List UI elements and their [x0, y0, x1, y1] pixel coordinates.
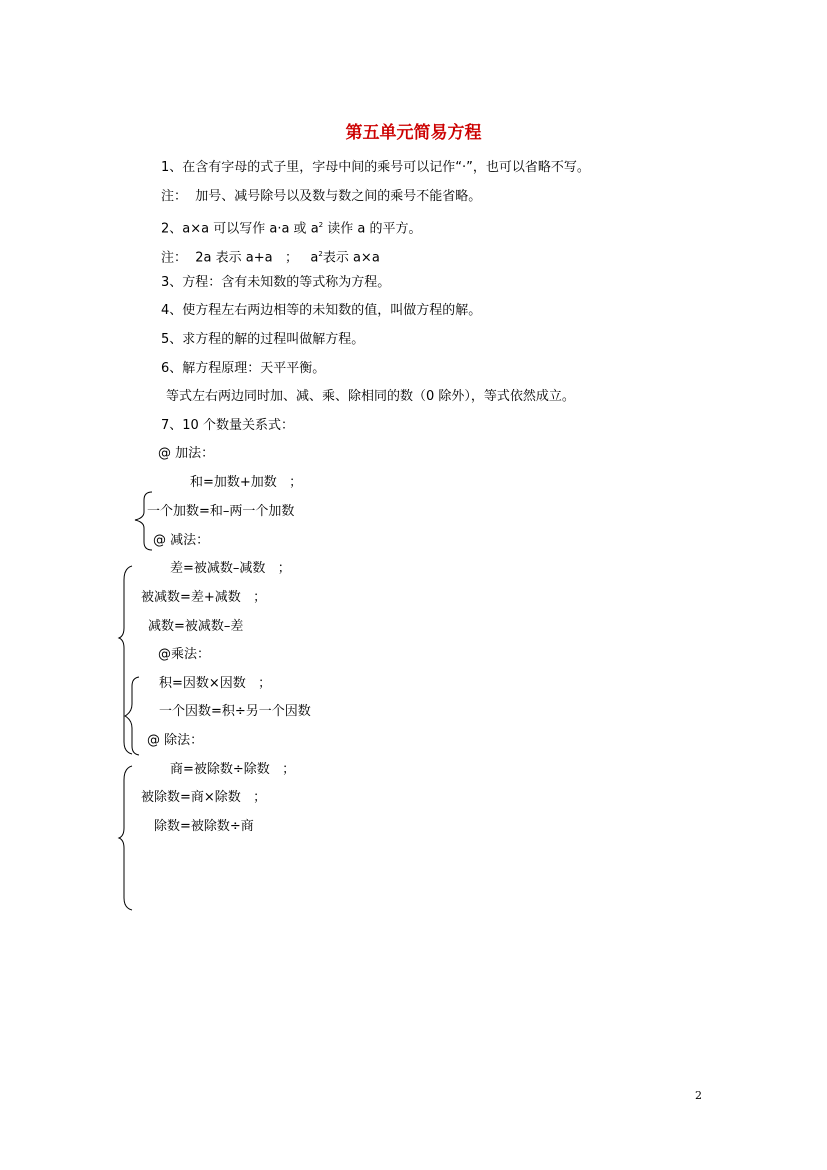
division-formula-3: 除数=被除数÷商 — [154, 819, 254, 834]
rule-2-superscript: 2 — [318, 221, 324, 229]
division-brace — [119, 766, 132, 910]
division-formula-2: 被除数=商×除数 ； — [141, 790, 267, 805]
multiplication-formula-1: 积=因数×因数 ； — [159, 676, 272, 691]
addition-brace — [135, 492, 152, 550]
rule-5: 5、求方程的解的过程叫做解方程。 — [161, 332, 365, 347]
rule-1: 1、在含有字母的式子里，字母中间的乘号可以记作“·”，也可以省略不写。 — [161, 160, 590, 175]
multiplication-brace — [125, 677, 139, 755]
page-number: 2 — [695, 1089, 702, 1102]
note-1: 注： 加号、减号除号以及数与数之间的乘号不能省略。 — [161, 189, 482, 204]
subtraction-formula-3: 减数=被减数–差 — [148, 619, 244, 634]
page-title: 第五单元简易方程 — [345, 123, 482, 143]
rule-2-text-a: 2、a×a 可以写作 a·a 或 a — [161, 221, 319, 237]
rule-6: 6、解方程原理：天平平衡。 — [161, 361, 326, 376]
subtraction-brace — [119, 566, 132, 754]
rule-2-text-b: 读作 a 的平方。 — [323, 221, 422, 237]
note-2-superscript: 2 — [318, 250, 323, 258]
rule-7: 7、10 个数量关系式： — [161, 418, 294, 433]
division-formula-1: 商=被除数÷除数 ； — [170, 762, 296, 777]
note-2-text-b: 表示 a×a — [322, 250, 380, 266]
rule-4: 4、使方程左右两边相等的未知数的值，叫做方程的解。 — [161, 303, 482, 318]
rule-3: 3、方程：含有未知数的等式称为方程。 — [161, 275, 391, 290]
subtraction-formula-2: 被减数=差+减数 ； — [141, 590, 267, 605]
subtraction-heading: @ 减法： — [153, 533, 210, 548]
subtraction-formula-1: 差=被减数–减数 ； — [170, 561, 291, 576]
note-2-text-a: 注： 2a 表示 a+a ； a — [161, 250, 319, 266]
addition-formula-2: 一个加数=和–两一个加数 — [147, 504, 295, 519]
rule-6-detail: 等式左右两边同时加、减、乘、除相同的数（0 除外），等式依然成立。 — [166, 389, 575, 404]
addition-heading: @ 加法： — [158, 446, 215, 461]
multiplication-heading: @乘法： — [158, 647, 211, 662]
multiplication-formula-2: 一个因数=积÷另一个因数 — [159, 704, 311, 719]
division-heading: @ 除法： — [147, 733, 204, 748]
addition-formula-1: 和=加数+加数 ； — [190, 475, 303, 490]
